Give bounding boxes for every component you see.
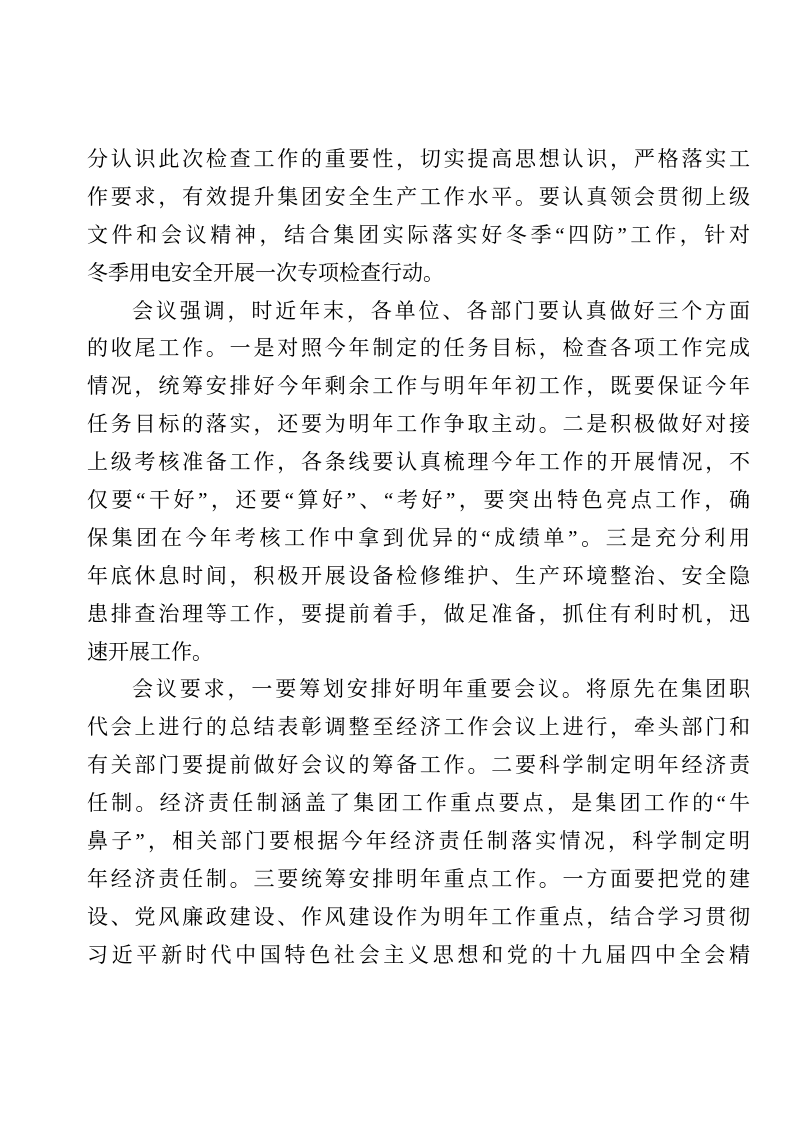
- text-line: 年底休息时间，积极开展设备检修维护、生产环境整治、安全隐: [87, 563, 750, 588]
- text-line: 会议强调，时近年末，各单位、各部门要认真做好三个方面: [132, 298, 750, 323]
- text-line: 年经济责任制。三要统筹安排明年重点工作。一方面要把党的建: [87, 866, 750, 891]
- text-line: 习近平新时代中国特色社会主义思想和党的十九届四中全会精: [87, 942, 750, 967]
- text-line: 任务目标的落实，还要为明年工作争取主动。二是积极做好对接: [87, 412, 750, 437]
- text-line: 有关部门要提前做好会议的筹备工作。二要科学制定明年经济责: [87, 753, 750, 778]
- text-line: 文件和会议精神，结合集团实际落实好冬季“四防”工作，针对: [87, 222, 750, 247]
- paragraph: [87, 141, 750, 293]
- document-body: [87, 141, 750, 975]
- text-line: 患排查治理等工作，要提前着手，做足准备，抓住有利时机，迅: [87, 601, 750, 626]
- text-line: 仅要“干好”，还要“算好”、“考好”，要突出特色亮点工作，确: [87, 488, 750, 513]
- text-line: 保集团在今年考核工作中拿到优异的“成绩单”。三是充分利用: [87, 525, 750, 550]
- text-line: 代会上进行的总结表彰调整至经济工作会议上进行，牵头部门和: [87, 715, 750, 740]
- text-line: 情况，统筹安排好今年剩余工作与明年年初工作，既要保证今年: [87, 374, 750, 399]
- text-line: 的收尾工作。一是对照今年制定的任务目标，检查各项工作完成: [87, 336, 750, 361]
- text-line: 会议要求，一要筹划安排好明年重要会议。将原先在集团职: [132, 677, 750, 702]
- text-line: 鼻子”，相关部门要根据今年经济责任制落实情况，科学制定明: [87, 829, 750, 854]
- text-line: 作要求，有效提升集团安全生产工作水平。要认真领会贯彻上级: [87, 184, 750, 209]
- text-line: 速开展工作。: [87, 639, 213, 664]
- text-line: 冬季用电安全开展一次专项检查行动。: [87, 260, 444, 285]
- text-line: 上级考核准备工作，各条线要认真梳理今年工作的开展情况，不: [87, 450, 750, 475]
- text-line: 任制。经济责任制涵盖了集团工作重点要点，是集团工作的“牛: [87, 791, 750, 816]
- text-line: 分认识此次检查工作的重要性，切实提高思想认识，严格落实工: [87, 147, 750, 171]
- paragraph: [87, 671, 750, 974]
- text-line: 设、党风廉政建设、作风建设作为明年工作重点，结合学习贯彻: [87, 904, 750, 929]
- paragraph: [87, 293, 750, 672]
